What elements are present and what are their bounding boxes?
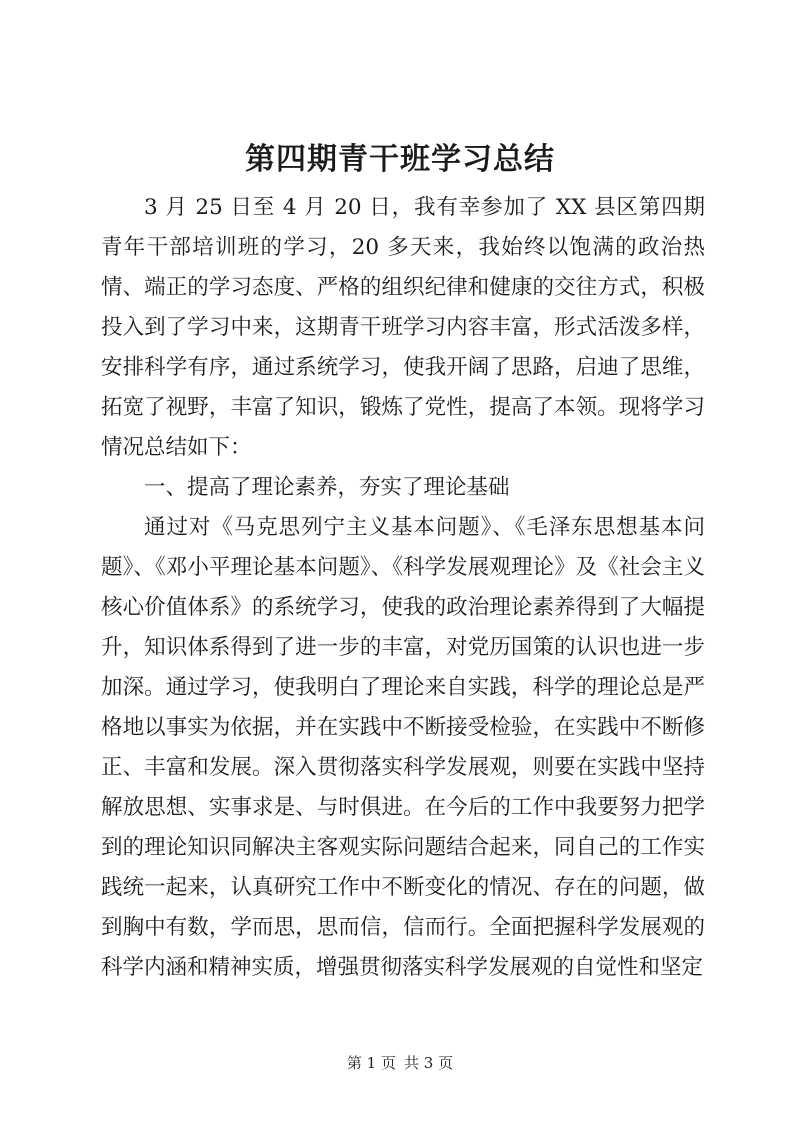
section-heading-1: 一、提高了理论素养，夯实了理论基础 (144, 475, 510, 500)
document-title: 第四期青干班学习总结 (245, 142, 555, 177)
page-number: 第 1 页 (346, 1054, 396, 1072)
page-footer (0, 1053, 800, 1073)
paragraph-theory: 通过对《马克思列宁主义基本问题》、《毛泽东思想基本问题》、《邓小平理论基本问题》、《科学发展观理论》及《社会主义核心价值体系》的系统学习，使我的政治理论素养得到了大幅提升，知识体系得到了进一步的丰富，对党历国策的认识也进一步加深。通过学习，使我明白了理论来自实践，科学的理论总是严格地以事实为依据，并在实践中不断接受检验，在实践中不断修正、丰富和发展。深入贯彻落实科学发展观，则要在实践中坚持解放思想、实事求是、与时俱进。在今后的工作中我要努力把学到的理论知识同解决主客观实际问题结合起来，同自己的工作实践统一起来，认真研究工作中不断变化的情况、存在的问题，做到胸中有数，学而思，思而信，信而行。全面把握科学发展观的科学内涵和精神实质，增强贯彻落实科学发展观的自觉性和坚定 (101, 515, 705, 980)
page-total: 共 3 页 (404, 1054, 454, 1072)
document-body (101, 188, 705, 988)
paragraph-intro: 3 月 25 日至 4 月 20 日，我有幸参加了 XX 县区第四期青年干部培训班的学习，20 多天来，我始终以饱满的政治热情、端正的学习态度、严格的组织纪律和健康的交往方式，积极投入到了学习中来，这期青干班学习内容丰富，形式活泼多样，安排科学有序，通过系统学习，使我开阔了思路，启迪了思维，拓宽了视野，丰富了知识，锻炼了党性，提高了本领。现将学习情况总结如下： (101, 195, 705, 460)
